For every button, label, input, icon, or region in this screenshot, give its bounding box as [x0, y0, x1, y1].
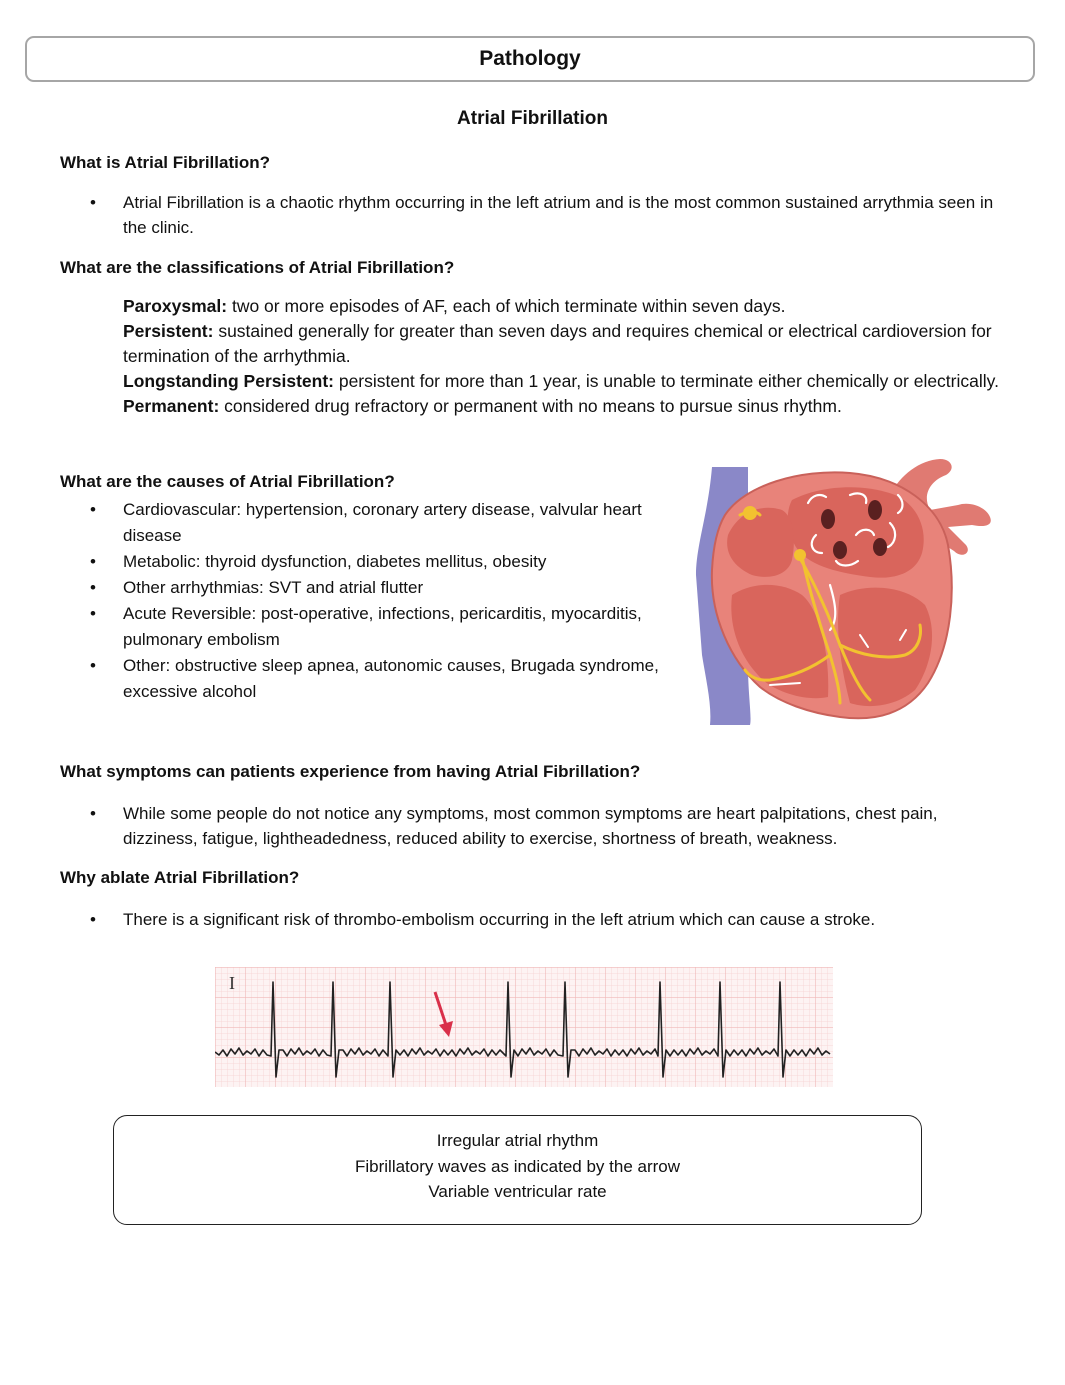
list-item: • Atrial Fibrillation is a chaotic rhythm occurring in the left atrium and is the most common sustained arrythmia seen in the clinic. [90, 190, 1015, 240]
question-classifications: What are the classifications of Atrial Fibrillation? [60, 258, 455, 277]
list-item: • Other arrhythmias: SVT and atrial flutter [90, 575, 665, 601]
classification-desc: considered drug refractory or permanent with no means to pursue sinus rhythm. [219, 396, 842, 416]
heart-illustration [690, 455, 1000, 735]
classification-list [123, 294, 1003, 419]
classification-term: Permanent: [123, 396, 220, 416]
header-box [25, 36, 1035, 82]
question-ablate: Why ablate Atrial Fibrillation? [60, 868, 300, 887]
classification-item [123, 319, 1003, 369]
list-item: • Acute Reversible: post-operative, infections, pericarditis, myocarditis, pulmonary embolism [90, 601, 665, 653]
vein-opening [873, 538, 887, 556]
classification-item [123, 294, 1003, 319]
page-title: Atrial Fibrillation [457, 108, 608, 129]
classification-desc: persistent for more than 1 year, is unable to terminate either chemically or electrically. [333, 371, 999, 391]
classification-item [123, 394, 1003, 419]
header-title: Pathology [479, 47, 581, 70]
ecg-strip [215, 967, 833, 1087]
ablate-list [90, 907, 1015, 932]
question-causes: What are the causes of Atrial Fibrillation? [60, 472, 395, 491]
classification-desc: sustained generally for greater than seven days and requires chemical or electrical cardioversion for termination of the arrhythmia. [123, 321, 992, 366]
what-is-list [90, 190, 1015, 240]
summary-line: Fibrillatory waves as indicated by the arrow [354, 1156, 681, 1176]
list-item: • Cardiovascular: hypertension, coronary artery disease, valvular heart disease [90, 497, 665, 549]
list-item: • There is a significant risk of thrombo-embolism occurring in the left atrium which can cause a stroke. [90, 907, 1015, 932]
ecg-summary-box [113, 1115, 922, 1225]
ecg-lead-label: I [229, 973, 235, 993]
classification-term: Persistent: [123, 321, 214, 341]
vein-opening [821, 509, 835, 529]
causes-list [90, 497, 665, 705]
sa-node [743, 506, 757, 520]
classification-desc: two or more episodes of AF, each of which terminate within seven days. [227, 296, 786, 316]
vein-opening [868, 500, 882, 520]
classification-item [123, 369, 1003, 394]
classification-term: Longstanding Persistent: [123, 371, 334, 391]
vein-opening [833, 541, 847, 559]
list-item: • While some people do not notice any symptoms, most common symptoms are heart palpitations, chest pain, dizziness, fatigue, lightheadedness, reduced ability to exercise, shortness of breath, weakness. [90, 801, 1015, 851]
av-node [794, 549, 806, 561]
list-item: • Other: obstructive sleep apnea, autonomic causes, Brugada syndrome, excessive alcohol [90, 653, 665, 705]
classification-term: Paroxysmal: [123, 296, 228, 316]
list-item: • Metabolic: thyroid dysfunction, diabetes mellitus, obesity [90, 549, 665, 575]
symptoms-list [90, 801, 1015, 851]
question-what-is: What is Atrial Fibrillation? [60, 153, 270, 172]
summary-line: Irregular atrial rhythm [436, 1131, 599, 1150]
question-symptoms: What symptoms can patients experience from having Atrial Fibrillation? [60, 762, 641, 781]
summary-line: Variable ventricular rate [428, 1182, 607, 1201]
